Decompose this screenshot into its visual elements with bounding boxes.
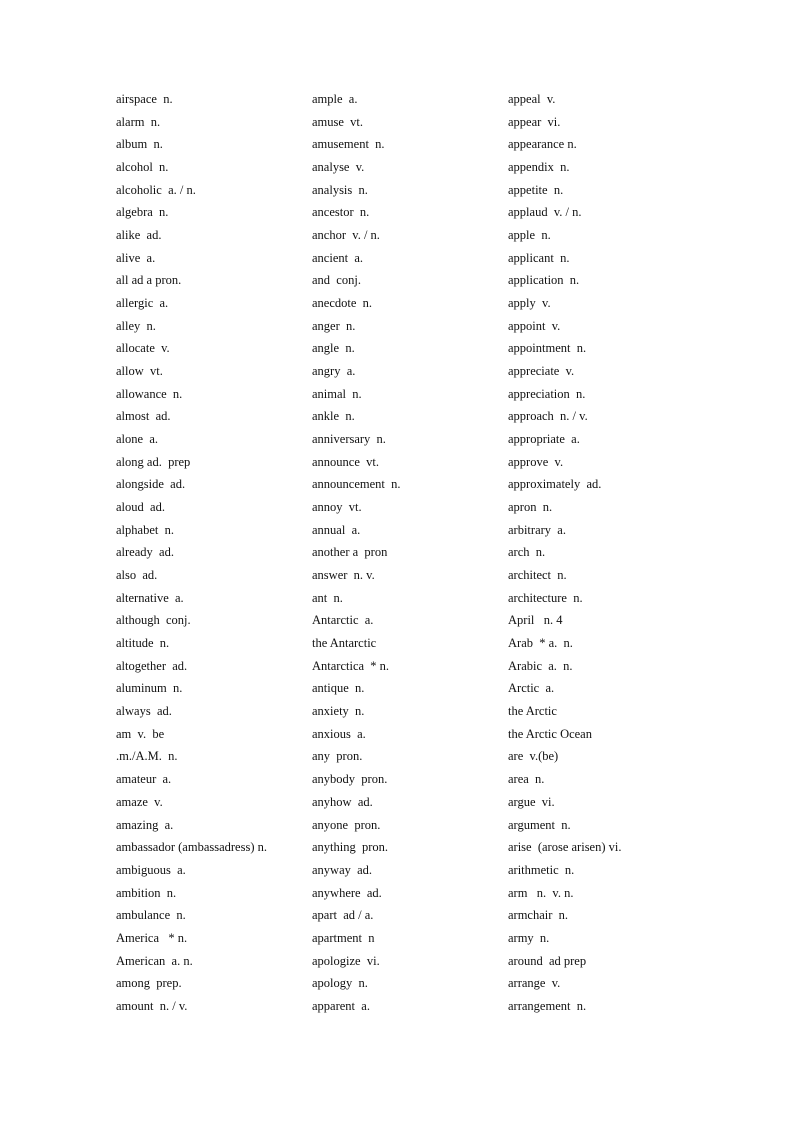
vocabulary-entry: always ad. (116, 704, 172, 719)
vocabulary-entry: angle n. (312, 341, 355, 356)
vocabulary-entry: among prep. (116, 976, 182, 991)
vocabulary-entry: arbitrary a. (508, 522, 566, 537)
vocabulary-entry: any pron. (312, 749, 363, 764)
vocabulary-entry: along ad. prep (116, 454, 191, 469)
vocabulary-entry: Antarctic a. (312, 613, 374, 628)
vocabulary-entry: apart ad / a. (312, 908, 374, 923)
vocabulary-entry: .m./A.M. n. (116, 749, 178, 764)
vocabulary-entry: anchor v. / n. (312, 228, 380, 243)
vocabulary-entry: and conj. (312, 273, 361, 288)
vocabulary-entry: appear vi. (508, 114, 561, 129)
vocabulary-entry: album n. (116, 137, 163, 152)
vocabulary-entry: America * n. (116, 930, 188, 945)
vocabulary-entry: American a. n. (116, 953, 193, 968)
vocabulary-entry: alongside ad. (116, 477, 186, 492)
vocabulary-entry: alive a. (116, 250, 156, 265)
vocabulary-entry: ankle n. (312, 409, 355, 424)
vocabulary-entry: aluminum n. (116, 681, 183, 696)
vocabulary-entry: annual a. (312, 522, 361, 537)
vocabulary-entry: appetite n. (508, 182, 564, 197)
vocabulary-entry: allergic a. (116, 296, 169, 311)
vocabulary-entry: annoy vt. (312, 500, 362, 515)
vocabulary-entry: application n. (508, 273, 580, 288)
vocabulary-entry: anyone pron. (312, 817, 381, 832)
vocabulary-entry: ant n. (312, 590, 343, 605)
vocabulary-entry: analyse v. (312, 160, 365, 175)
vocabulary-entry: amateur a. (116, 772, 172, 787)
vocabulary-entry: alike ad. (116, 228, 162, 243)
vocabulary-entry: anybody pron. (312, 772, 388, 787)
vocabulary-entry: allowance n. (116, 386, 183, 401)
vocabulary-entry: another a pron (312, 545, 388, 560)
vocabulary-entry: Arctic a. (508, 681, 555, 696)
vocabulary-entry: appointment n. (508, 341, 587, 356)
vocabulary-entry: alcohol n. (116, 160, 169, 175)
vocabulary-entry: area n. (508, 772, 545, 787)
vocabulary-entry: alphabet n. (116, 522, 174, 537)
vocabulary-entry: amusement n. (312, 137, 385, 152)
vocabulary-entry: ancient a. (312, 250, 364, 265)
vocabulary-entry: anecdote n. (312, 296, 373, 311)
vocabulary-entry: animal n. (312, 386, 362, 401)
vocabulary-entry: anniversary n. (312, 432, 386, 447)
vocabulary-entry: anxiety n. (312, 704, 365, 719)
vocabulary-entry: alley n. (116, 318, 156, 333)
vocabulary-entry: amaze v. (116, 794, 163, 809)
vocabulary-entry: anger n. (312, 318, 356, 333)
vocabulary-entry: applicant n. (508, 250, 570, 265)
vocabulary-entry: allocate v. (116, 341, 170, 356)
vocabulary-entry: altitude n. (116, 636, 170, 651)
vocabulary-entry: although conj. (116, 613, 191, 628)
vocabulary-entry: algebra n. (116, 205, 169, 220)
vocabulary-entry: alternative a. (116, 590, 184, 605)
vocabulary-entry: around ad prep (508, 953, 587, 968)
vocabulary-entry: analysis n. (312, 182, 368, 197)
vocabulary-entry: armchair n. (508, 908, 569, 923)
vocabulary-entry: the Antarctic (312, 636, 377, 651)
word-column-1 (116, 88, 306, 1018)
vocabulary-entry: ambiguous a. (116, 862, 186, 877)
vocabulary-entry: angry a. (312, 364, 356, 379)
vocabulary-entry: already ad. (116, 545, 174, 560)
vocabulary-entry: army n. (508, 930, 550, 945)
vocabulary-entry: the Arctic (508, 704, 557, 719)
vocabulary-entry: appendix n. (508, 160, 570, 175)
vocabulary-entry: arise (arose arisen) vi. (508, 840, 622, 855)
vocabulary-entry: am v. be (116, 726, 165, 741)
vocabulary-entry: alarm n. (116, 114, 161, 129)
vocabulary-entry: approximately ad. (508, 477, 602, 492)
vocabulary-entry: architect n. (508, 568, 567, 583)
vocabulary-entry: arrangement n. (508, 998, 587, 1013)
vocabulary-entry: apply v. (508, 296, 551, 311)
vocabulary-entry: all ad a pron. (116, 273, 182, 288)
vocabulary-entry: appeal v. (508, 92, 556, 106)
vocabulary-entry: apology n. (312, 976, 368, 991)
word-column-3 (508, 88, 698, 1018)
vocabulary-entry: announcement n. (312, 477, 401, 492)
vocabulary-entry: anywhere ad. (312, 885, 382, 900)
vocabulary-entry: altogether ad. (116, 658, 188, 673)
vocabulary-entry: anxious a. (312, 726, 366, 741)
vocabulary-entry: ancestor n. (312, 205, 370, 220)
vocabulary-entry: approach n. / v. (508, 409, 588, 424)
vocabulary-entry: anyhow ad. (312, 794, 373, 809)
vocabulary-entry: antique n. (312, 681, 365, 696)
vocabulary-entry: allow vt. (116, 364, 163, 379)
vocabulary-entry: apple n. (508, 228, 551, 243)
vocabulary-entry: are v.(be) (508, 749, 559, 764)
vocabulary-entry: amazing a. (116, 817, 174, 832)
vocabulary-entry: argument n. (508, 817, 571, 832)
vocabulary-entry: ample a. (312, 92, 358, 106)
vocabulary-entry: appearance n. (508, 137, 577, 152)
vocabulary-entry: alone a. (116, 432, 158, 447)
vocabulary-entry: ambulance n. (116, 908, 186, 923)
vocabulary-entry: answer n. v. (312, 568, 375, 583)
vocabulary-entry: ambassador (ambassadress) n. (116, 840, 267, 855)
vocabulary-entry: almost ad. (116, 409, 171, 424)
vocabulary-entry: apparent a. (312, 998, 370, 1013)
vocabulary-entry: apologize vi. (312, 953, 380, 968)
vocabulary-entry: April n. 4 (508, 613, 563, 628)
vocabulary-entry: also ad. (116, 568, 158, 583)
vocabulary-entry: aloud ad. (116, 500, 165, 515)
vocabulary-entry: appreciation n. (508, 386, 586, 401)
vocabulary-entry: approve v. (508, 454, 564, 469)
vocabulary-entry: airspace n. (116, 92, 173, 106)
vocabulary-entry: arch n. (508, 545, 546, 560)
word-column-2 (312, 88, 502, 1018)
vocabulary-entry: Arabic a. n. (508, 658, 573, 673)
vocabulary-entry: applaud v. / n. (508, 205, 582, 220)
vocabulary-entry: Arab * a. n. (508, 636, 573, 651)
vocabulary-entry: appoint v. (508, 318, 561, 333)
vocabulary-entry: architecture n. (508, 590, 583, 605)
vocabulary-entry: apartment n (312, 930, 375, 945)
vocabulary-entry: argue vi. (508, 794, 555, 809)
vocabulary-entry: apron n. (508, 500, 553, 515)
vocabulary-entry: arm n. v. n. (508, 885, 574, 900)
vocabulary-entry: arrange v. (508, 976, 561, 991)
vocabulary-entry: Antarctica * n. (312, 658, 390, 673)
vocabulary-entry: appreciate v. (508, 364, 575, 379)
vocabulary-entry: amuse vt. (312, 114, 364, 129)
vocabulary-entry: alcoholic a. / n. (116, 182, 196, 197)
vocabulary-entry: arithmetic n. (508, 862, 575, 877)
vocabulary-entry: anything pron. (312, 840, 389, 855)
vocabulary-entry: announce vt. (312, 454, 379, 469)
vocabulary-entry: amount n. / v. (116, 998, 188, 1013)
vocabulary-entry: ambition n. (116, 885, 177, 900)
vocabulary-entry: appropriate a. (508, 432, 580, 447)
vocabulary-entry: the Arctic Ocean (508, 726, 592, 741)
vocabulary-entry: anyway ad. (312, 862, 373, 877)
